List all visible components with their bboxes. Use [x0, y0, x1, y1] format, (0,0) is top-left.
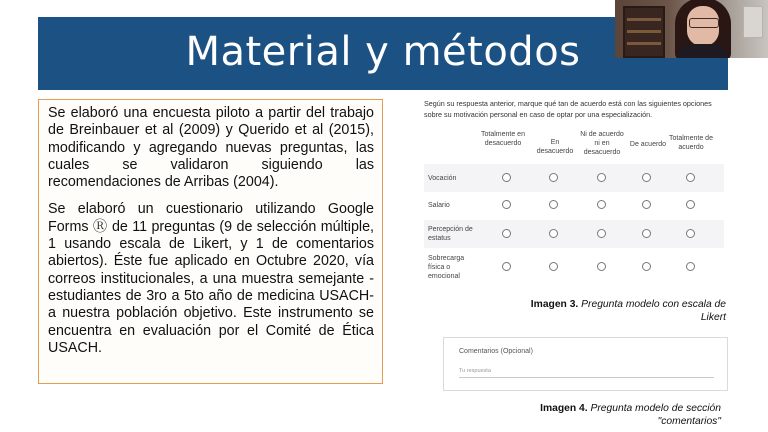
likert-grid: [424, 130, 724, 286]
wall-frame: [743, 6, 763, 38]
radio-button[interactable]: [597, 262, 606, 271]
row-label: Percepción de estatus: [428, 226, 473, 242]
methods-text-box: [38, 99, 383, 384]
likert-header: [424, 130, 724, 164]
radio-button[interactable]: [686, 200, 695, 209]
row-label: Sobrecarga física o emocional: [428, 255, 465, 280]
slide-title: Material y métodos: [185, 29, 581, 75]
caption-number: Imagen 3.: [530, 299, 579, 310]
comments-answer-input[interactable]: [459, 365, 714, 378]
glasses: [689, 18, 719, 28]
methods-paragraph-1: Se elaboró una encuesta piloto a partir del trabajo de Breinbauer et al (2009) y Querido et al (2015), modificando y agregando nuevas preguntas, las cuales se validaron siguiendo las recomendaciones de Arribas (2004).: [48, 105, 374, 191]
radio-button[interactable]: [642, 200, 651, 209]
radio-button[interactable]: [502, 200, 511, 209]
comments-label: Comentarios (Opcional): [459, 348, 533, 355]
likert-row-estatus: [424, 220, 724, 248]
column-header: De acuerdo: [629, 141, 667, 148]
radio-button[interactable]: [502, 173, 511, 182]
caption-text: Pregunta modelo de sección "comentarios": [590, 403, 721, 427]
methods-paragraph-2: Se elaboró un cuestionario utilizando Google Forms Ⓡ de 11 preguntas (9 de selección múltiple, 1 usando escala de Likert, y 1 de comentarios abiertos). Éste fue aplicado en Octubre 2020, vía correos institucionales, a una muestra semejante -estudiantes de 3ro a 5to año de medicina USACH- a nuestra población objetivo. Este instrumento se encuentra en evaluación por el Comité de Ética USACH.: [48, 201, 374, 356]
comments-question-card: [443, 337, 728, 391]
radio-button[interactable]: [597, 229, 606, 238]
radio-button[interactable]: [549, 262, 558, 271]
radio-button[interactable]: [502, 229, 511, 238]
radio-button[interactable]: [686, 229, 695, 238]
webcam-video: [615, 0, 768, 58]
column-header: Totalmente en desacuerdo: [481, 131, 525, 147]
radio-button[interactable]: [642, 262, 651, 271]
likert-row-salario: [424, 192, 724, 220]
column-header: En desacuerdo: [536, 139, 574, 155]
likert-row-sobrecarga: [424, 248, 724, 286]
radio-button[interactable]: [597, 173, 606, 182]
caption-number: Imagen 4.: [540, 403, 588, 414]
column-header: Totalmente de acuerdo: [669, 135, 713, 151]
radio-button[interactable]: [597, 200, 606, 209]
radio-button[interactable]: [549, 229, 558, 238]
radio-button[interactable]: [549, 173, 558, 182]
row-label: Vocación: [428, 175, 457, 182]
radio-button[interactable]: [686, 262, 695, 271]
radio-button[interactable]: [549, 200, 558, 209]
likert-question-text: Según su respuesta anterior, marque qué tan de acuerdo está con las siguientes opciones sobre su motivación personal en caso de optar por una especialización.: [424, 99, 712, 119]
radio-button[interactable]: [642, 229, 651, 238]
row-label: Salario: [428, 202, 450, 209]
bookshelf: [623, 6, 665, 58]
column-header: Ni de acuerdo ni en desacuerdo: [580, 131, 624, 156]
caption-imagen-3: [510, 299, 726, 324]
caption-imagen-4: [505, 403, 721, 428]
likert-row-vocacion: [424, 164, 724, 192]
radio-button[interactable]: [686, 173, 695, 182]
caption-text: Pregunta modelo con escala de Likert: [581, 299, 726, 323]
radio-button[interactable]: [642, 173, 651, 182]
radio-button[interactable]: [502, 262, 511, 271]
